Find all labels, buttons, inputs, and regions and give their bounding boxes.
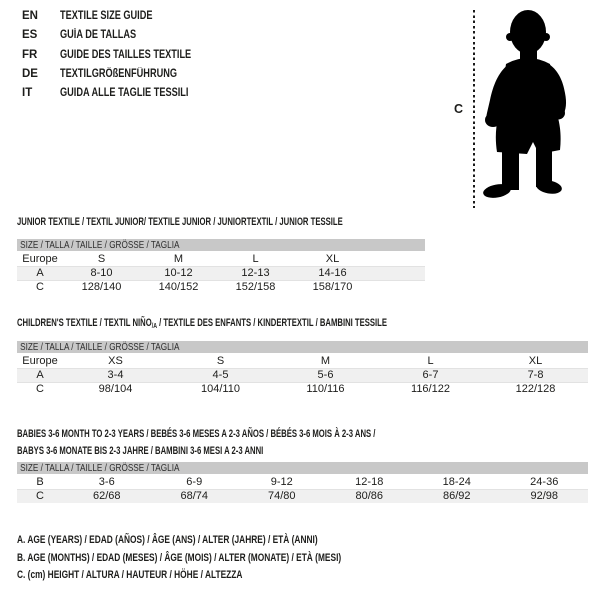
size-header-row [17, 239, 425, 252]
value-cell: 3-4 [63, 368, 168, 382]
babies-size-table [17, 462, 588, 503]
section-junior [17, 216, 425, 294]
value-cell: 122/128 [483, 382, 588, 396]
value-cell: L [427, 355, 434, 368]
language-row-fr [22, 49, 224, 68]
size-header-cell: SIZE / TALLA / TAILLE / GRÖSSE / TAGLIA [17, 462, 588, 475]
value-cell: 152/158 [217, 280, 294, 294]
language-code: IT [22, 87, 33, 100]
table-row-a [17, 368, 588, 382]
value-cell: 98/104 [63, 382, 168, 396]
row-label-cell: C [17, 280, 63, 294]
value-cell: 6-9 [186, 476, 203, 489]
language-label: TEXTILE SIZE GUIDE [60, 10, 153, 22]
language-row-de [22, 68, 224, 87]
language-code: ES [22, 29, 38, 42]
filler-cell [371, 280, 425, 294]
value-cell: 3-6 [98, 476, 115, 489]
value-cell: 6-7 [378, 368, 483, 382]
footnote-b: B. AGE (MONTHS) / EDAD (MESES) / ÂGE (MOIS) / ALTER (MONATE) / ETÀ (MESI) [17, 551, 342, 564]
language-list [22, 10, 224, 106]
language-code: EN [22, 10, 38, 22]
language-label: TEXTILGRÖßENFÜHRUNG [60, 67, 178, 80]
value-cell: 128/140 [63, 280, 140, 294]
table-row-europe [17, 252, 425, 266]
size-header-row [17, 341, 588, 354]
section-junior-title: JUNIOR TEXTILE / TEXTIL JUNIOR/ TEXTILE JUNIOR / JUNIORTEXTIL / JUNIOR TESSILE [17, 216, 343, 228]
value-cell: XL [528, 355, 543, 368]
language-code: DE [22, 67, 38, 80]
size-header-cell: SIZE / TALLA / TAILLE / GRÖSSE / TAGLIA [17, 239, 425, 252]
section-babies-title-line1: BABIES 3-6 MONTH TO 2-3 YEARS / BEBÉS 3-6 MESES A 2-3 AÑOS / BÉBÉS 3-6 MOIS À 2-3 ANS / [17, 428, 376, 440]
height-measure-line [473, 10, 475, 208]
table-row-a [17, 266, 425, 280]
value-cell: 62/68 [63, 489, 151, 503]
language-label: GUIDA ALLE TAGLIE TESSILI [60, 87, 189, 100]
value-cell: 12-18 [355, 476, 384, 489]
value-cell: 158/170 [294, 280, 371, 294]
value-cell: 18-24 [442, 476, 471, 489]
value-cell: 68/74 [151, 489, 239, 503]
language-row-es [22, 29, 224, 48]
value-cell: 116/122 [378, 382, 483, 396]
children-size-table [17, 341, 588, 396]
language-label: GUIDE DES TAILLES TEXTILE [60, 48, 192, 61]
table-row-c [17, 489, 588, 503]
value-cell: 9-12 [270, 476, 293, 489]
row-label-cell: Europe [22, 253, 58, 266]
table-row-c [17, 382, 588, 396]
section-children [17, 317, 588, 396]
value-cell: 10-12 [140, 266, 217, 280]
value-cell: 5-6 [273, 368, 378, 382]
section-babies-title-line2: BABYS 3-6 MONATE BIS 2-3 JAHRE / BAMBINI 3-6 MESI A 2-3 ANNI [17, 445, 264, 457]
footnotes [17, 532, 444, 585]
value-cell: S [97, 253, 106, 266]
size-header-row [17, 462, 588, 475]
value-cell: 92/98 [501, 489, 589, 503]
value-cell: 140/152 [140, 280, 217, 294]
row-label-cell: Europe [22, 355, 58, 368]
table-row-c [17, 280, 425, 294]
table-row-europe [17, 354, 588, 368]
footnote-a: A. AGE (YEARS) / EDAD (AÑOS) / ÂGE (ANS) / ALTER (JAHRE) / ETÀ (ANNI) [17, 534, 318, 546]
value-cell: XS [108, 355, 123, 368]
size-header-cell: SIZE / TALLA / TAILLE / GRÖSSE / TAGLIA [17, 341, 588, 354]
filler-cell [371, 266, 425, 280]
junior-size-table [17, 239, 425, 294]
value-cell: 74/80 [238, 489, 326, 503]
value-cell: L [252, 253, 259, 266]
section-babies [17, 426, 588, 503]
baby-silhouette-icon [482, 6, 574, 206]
row-label-cell: C [17, 382, 63, 396]
language-label: GUÍA DE TALLAS [60, 29, 137, 42]
title-subscript: /A [151, 321, 157, 330]
row-label-cell: A [17, 368, 63, 382]
row-label-cell: B [36, 476, 44, 489]
value-cell: 7-8 [483, 368, 588, 382]
value-cell: S [216, 355, 225, 368]
value-cell: 80/86 [326, 489, 414, 503]
section-children-title: CHILDREN'S TEXTILE / TEXTIL NIÑO/A / TEXTILE DES ENFANTS / KINDERTEXTIL / BAMBINI TESSILE [17, 317, 388, 330]
language-row-en [22, 10, 224, 29]
filler-cell [371, 252, 425, 266]
value-cell: M [320, 355, 331, 368]
value-cell: 4-5 [168, 368, 273, 382]
value-cell: 24-36 [530, 476, 559, 489]
value-cell: 104/110 [168, 382, 273, 396]
value-cell: 86/92 [413, 489, 501, 503]
value-cell: 8-10 [63, 266, 140, 280]
value-cell: 14-16 [294, 266, 371, 280]
row-label-cell: C [17, 489, 63, 503]
value-cell: M [173, 253, 184, 266]
language-code: FR [22, 48, 38, 61]
row-label-cell: A [17, 266, 63, 280]
value-cell: XL [325, 253, 340, 266]
height-measure-label: C [454, 102, 464, 116]
baby-figure [440, 0, 600, 215]
footnote-c: C. (cm) HEIGHT / ALTURA / HAUTEUR / HÖHE / ALTEZZA [17, 569, 243, 581]
language-row-it [22, 87, 224, 106]
value-cell: 12-13 [217, 266, 294, 280]
table-row-b [17, 475, 588, 489]
value-cell: 110/116 [273, 382, 378, 396]
